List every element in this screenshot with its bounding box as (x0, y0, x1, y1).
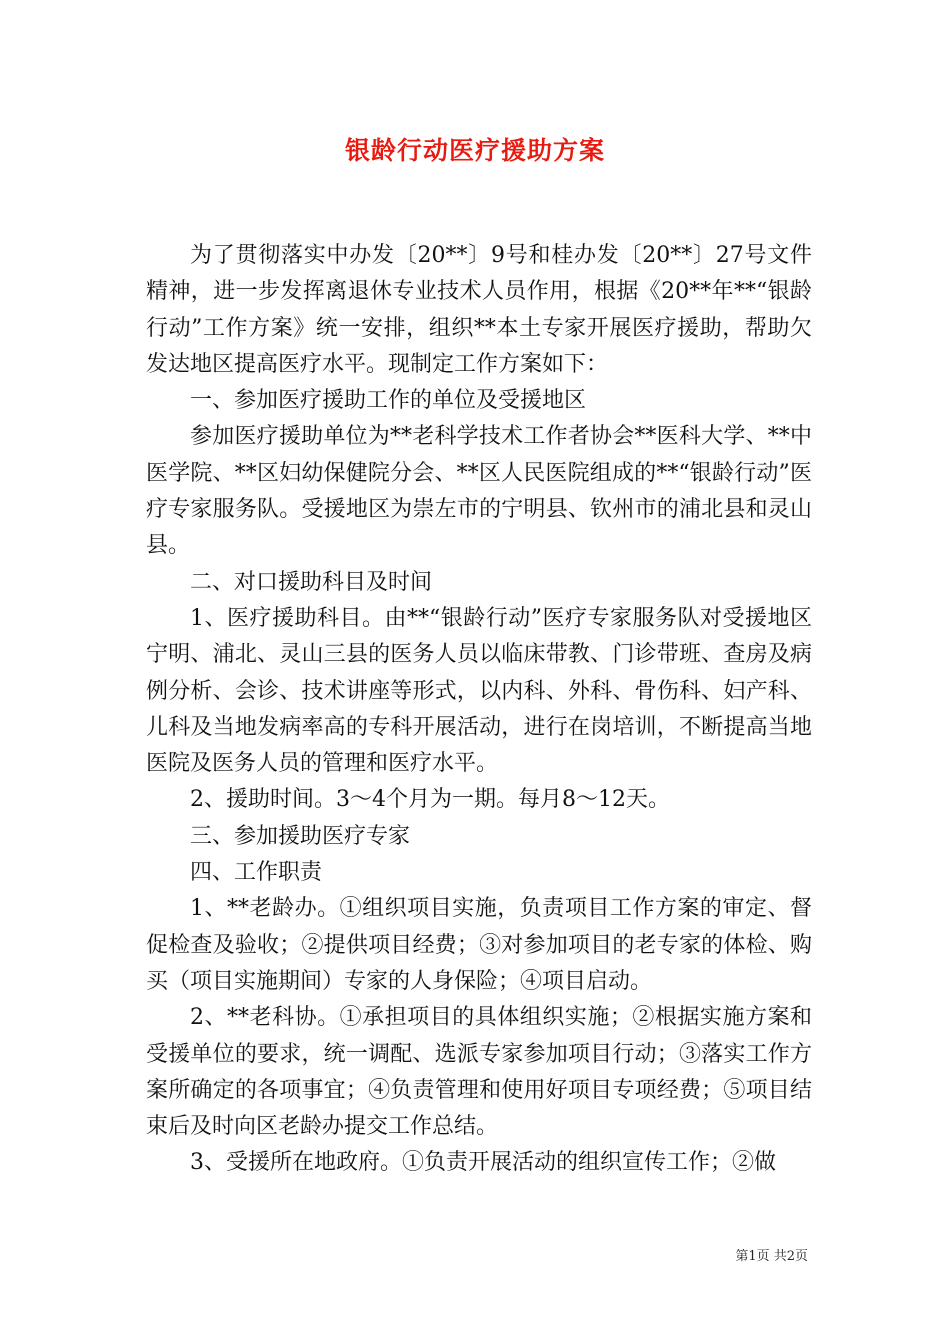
paragraph-time: 2、援助时间。3～4个月为一期。每月8～12天。 (190, 787, 670, 813)
paragraph-subjects: 1、医疗援助科目。由**“银龄行动”医疗专家服务队对受援地区宁明、浦北、灵山三县的医务人员以临床带教、门诊带班、查房及病例分析、会诊、技术讲座等形式，以内科、外科、骨伤科、妇产科、儿科及当地发病率高的专科开展活动，进行在岗培训，不断提高当地医院及医务人员的管理和医疗水平。 (146, 605, 812, 777)
paragraph-intro: 为了贯彻落实中办发〔20**〕9号和桂办发〔20**〕27号文件精神，进一步发挥离退休专业技术人员作用，根据《20**年**“银龄行动”工作方案》统一安排，组织**本土专家开展医疗援助，帮助欠发达地区提高医疗水平。现制定工作方案如下： (146, 243, 812, 377)
page-number: 第1页 共2页 (735, 1249, 808, 1264)
section-heading-3: 三、参加援助医疗专家 (190, 823, 411, 849)
document-title: 银龄行动医疗援助方案 (344, 136, 605, 165)
paragraph-duty-1: 1、**老龄办。①组织项目实施，负责项目工作方案的审定、督促检查及验收；②提供项目经费；③对参加项目的老专家的体检、购买（项目实施期间）专家的人身保险；④项目启动。 (146, 896, 812, 994)
section-heading-4: 四、工作职责 (190, 860, 323, 886)
paragraph-units: 参加医疗援助单位为**老科学技术工作者协会**医科大学、**中医学院、**区妇幼保健院分会、**区人民医院组成的**“银龄行动”医疗专家服务队。受援地区为崇左市的宁明县、钦州市的浦北县和灵山县。 (146, 424, 812, 559)
document-body (146, 238, 812, 1182)
section-heading-1: 一、参加医疗援助工作的单位及受援地区 (190, 388, 587, 414)
paragraph-duty-2: 2、**老科协。①承担项目的具体组织实施；②根据实施方案和受援单位的要求，统一调配、选派专家参加项目行动；③落实工作方案所确定的各项事宜；④负责管理和使用好项目专项经费；⑤项目结束后及时向区老龄办提交工作总结。 (146, 1005, 812, 1140)
section-heading-2: 二、对口援助科目及时间 (190, 569, 433, 595)
paragraph-duty-3: 3、受援所在地政府。①负责开展活动的组织宣传工作；②做 (190, 1150, 776, 1176)
